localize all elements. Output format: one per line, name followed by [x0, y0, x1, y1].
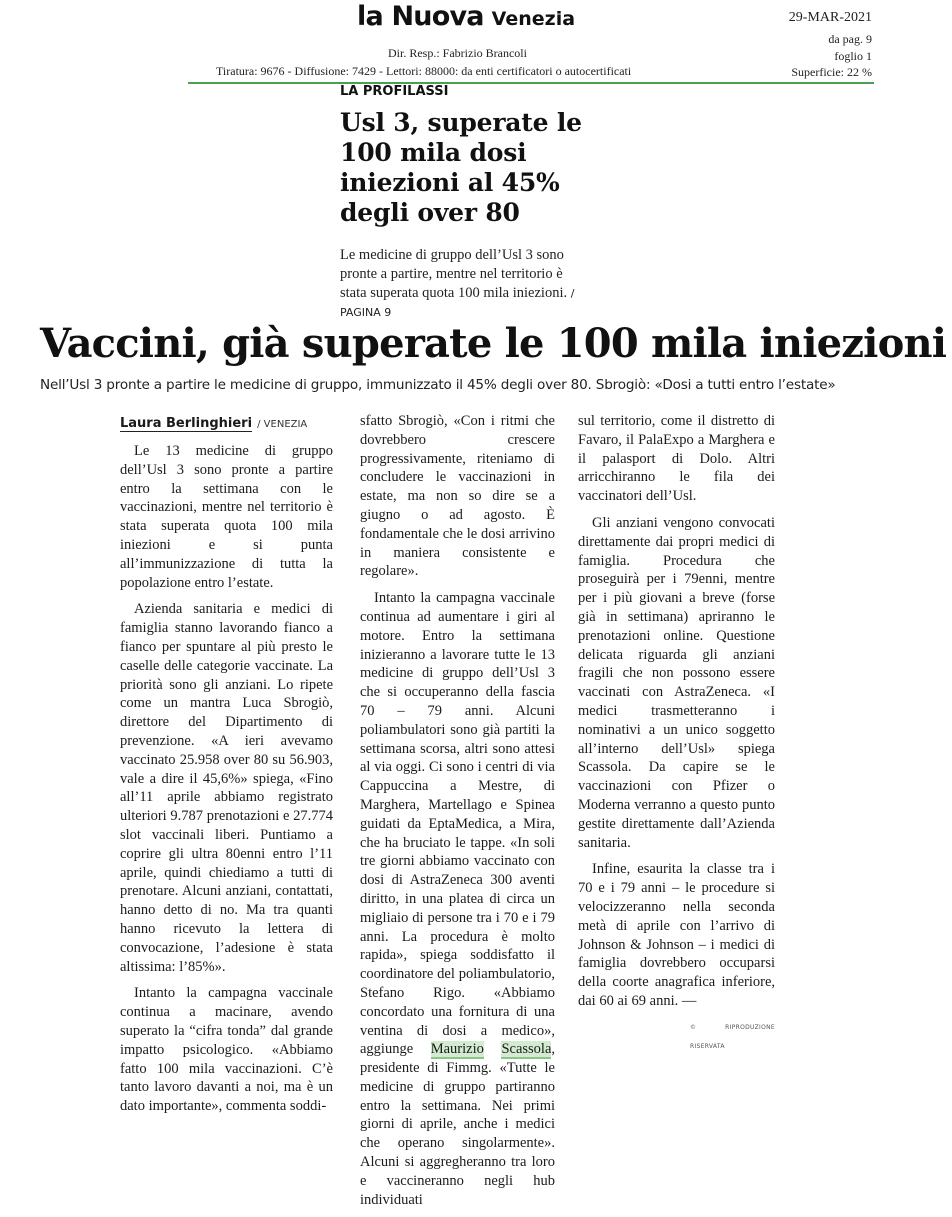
paragraph: Le 13 medicine di gruppo dell’Usl 3 sono pronte a partire entro la settimana con le vaccinazioni, mentre nel territorio è stata superata quota 100 mila iniezioni e si punta all’immunizzazione di tutta la popolazione entro l’estate.: [120, 443, 333, 591]
masthead-divider: [188, 82, 874, 84]
copyright-notice: © RIPRODUZIONE RISERVATA: [690, 1023, 775, 1050]
article-column-3: [578, 412, 775, 1056]
teaser-summary: [340, 246, 580, 322]
article-column-2: [360, 412, 555, 1217]
paragraph: Infine, esaurita la classe tra i 70 e i 79 anni – le procedure si velocizzeranno nella seconda metà di aprile con l’arrivo di Johnson & Johnson – i medici di famiglia dovrebbero occuparsi della coorte anagrafica inferiore, dai 60 ai 69 anni. —: [578, 861, 775, 1009]
article-deck: Nell’Usl 3 pronte a partire le medicine di gruppo, immunizzato il 45% degli over 80. Sbrogiò: «Dosi a tutti entro l’estate»: [40, 377, 836, 393]
teaser-summary-text: Le medicine di gruppo dell’Usl 3 sono pronte a partire, mentre nel territorio è stata superata quota 100 mila iniezioni.: [340, 247, 568, 301]
surface-percent: Superficie: 22 %: [791, 65, 872, 79]
director-line: Dir. Resp.: Fabrizio Brancoli: [388, 46, 527, 60]
paragraph: [360, 589, 555, 1209]
paragraph: Azienda sanitaria e medici di famiglia stanno lavorando fianco a fianco per spuntare al più presto le caselle delle categorie vaccinate. La priorità sono gli anziani. Lo ripete come un mantra Luca Sbrogiò, direttore del Dipartimento di prevenzione. «A ieri avevamo vaccinato 25.958 over 80 su 56.903, vale a dire il 45,6%» spiega, «Fino all’11 aprile abbiamo registrato ulteriori 9.787 prenotazioni e 27.774 slot vaccinali liberi. Puntiamo a coprire gli ultra 80enni entro l’11 aprile, quindi chiediamo a tutti di prenotare. Alcuni anziani, contattati, hanno detto di no. Ma tra quanti hanno ricevuto la lettera di convocazione, l’adesione è stata altissima: l’85%».: [120, 601, 333, 975]
article-column-1: [120, 442, 333, 1124]
masthead: [0, 0, 952, 84]
paragraph-text: Intanto la campagna vaccinale continua ad aumentare i giri al motore. Entro la settimana inizieranno a lavorare tutte le 13 medicine di gruppo dell’Usl 3 che si occuperanno della fascia 70 – 79 anni. Alcuni poliambulatori sono già partiti la settimana scorsa, altri sono attesi al via oggi. Ci sono i centri di via Cappuccina a Mestre, di Marghera, Martellago e Spinea guidati da EptaMedica, a Mira, che ha bruciato le tappe. «In soli tre giorni abbiamo vaccinato con dosi di AstraZeneca 300 aventi diritto, in una platea di circa un migliaio di persone tra i 70 e i 79 anni. La procedura è molto rapida», spiega soddisfatto il coordinatore del poliambulatorio, Stefano Rigo. «Abbiamo concordato una fornitura di una ventina di dosi a medico», aggiunge: [360, 590, 555, 1058]
highlighted-name-first: Maurizio: [430, 1041, 484, 1058]
author-name: Laura Berlinghieri: [120, 416, 253, 431]
paragraph: sfatto Sbrogiò, «Con i ritmi che dovrebbero crescere progressivamente, riteniamo di concludere le vaccinazioni in estate, ma non so dire se a giugno o ad agosto. È fondamentale che le dosi arrivino in maniera consistente e regolare».: [360, 413, 555, 580]
paragraph-text: , presidente di Fimmg. «Tutte le medicine di gruppo partiranno entro la settimana. Nei primi giorni di aprile, anche i medici che operano singolarmente». Alcuni si aggregheranno tra loro e vaccineranno negli hub individuati: [360, 1041, 555, 1208]
paragraph: Intanto la campagna vaccinale continua a macinare, avendo superato la “cifra tonda” dal grande impatto psicologico. «Abbiamo fatto 100 mila vaccinazioni. C’è tanto lavoro davanti a noi, ma è un dato importante», commenta soddi-: [120, 985, 333, 1115]
publication-date: 29-MAR-2021: [788, 10, 872, 25]
paragraph: sul territorio, come il distretto di Favaro, il PalaExpo a Marghera e il palasport di Dolo. Altri arricchiranno le fila dei vaccinatori dell’Usl.: [578, 413, 775, 505]
highlighted-name-last: Scassola: [501, 1041, 552, 1058]
page-reference: / PAGINA 9: [340, 287, 575, 319]
byline: [120, 412, 307, 431]
sheet-number: foglio 1: [834, 49, 872, 63]
newspaper-logo: [357, 3, 575, 30]
logo-city: Venezia: [491, 8, 576, 30]
paragraph: Gli anziani vengono convocati direttamente dai propri medici di famiglia. Procedura che proseguirà per i 79enni, mentre per i più giovani a breve (forse già in settimana) apriranno le prenotazioni online. Questione delicata riguarda gli anziani fragili che non possono essere vaccinati con AstraZeneca. «I medici trasmetteranno i nominativi a un unico soggetto all’interno dell’Usl» spiega Scassola. Da capire se le vaccinazioni con Pfizer o Moderna verranno a questo punto gestite direttamente dall’Azienda sanitaria.: [578, 514, 775, 851]
logo-name: la Nuova: [357, 1, 484, 32]
section-kicker: LA PROFILASSI: [340, 84, 449, 99]
dateline-location: / VENEZIA: [257, 419, 308, 430]
page-number: da pag. 9: [828, 32, 872, 46]
article-headline: Vaccini, già superate le 100 mila iniezioni: [40, 320, 947, 367]
circulation-line: Tiratura: 9676 - Diffusione: 7429 - Lettori: 88000: da enti certificatori o autocertificati: [216, 64, 632, 78]
teaser-headline: Usl 3, superate le 100 mila dosi iniezioni al 45% degli over 80: [340, 108, 582, 227]
